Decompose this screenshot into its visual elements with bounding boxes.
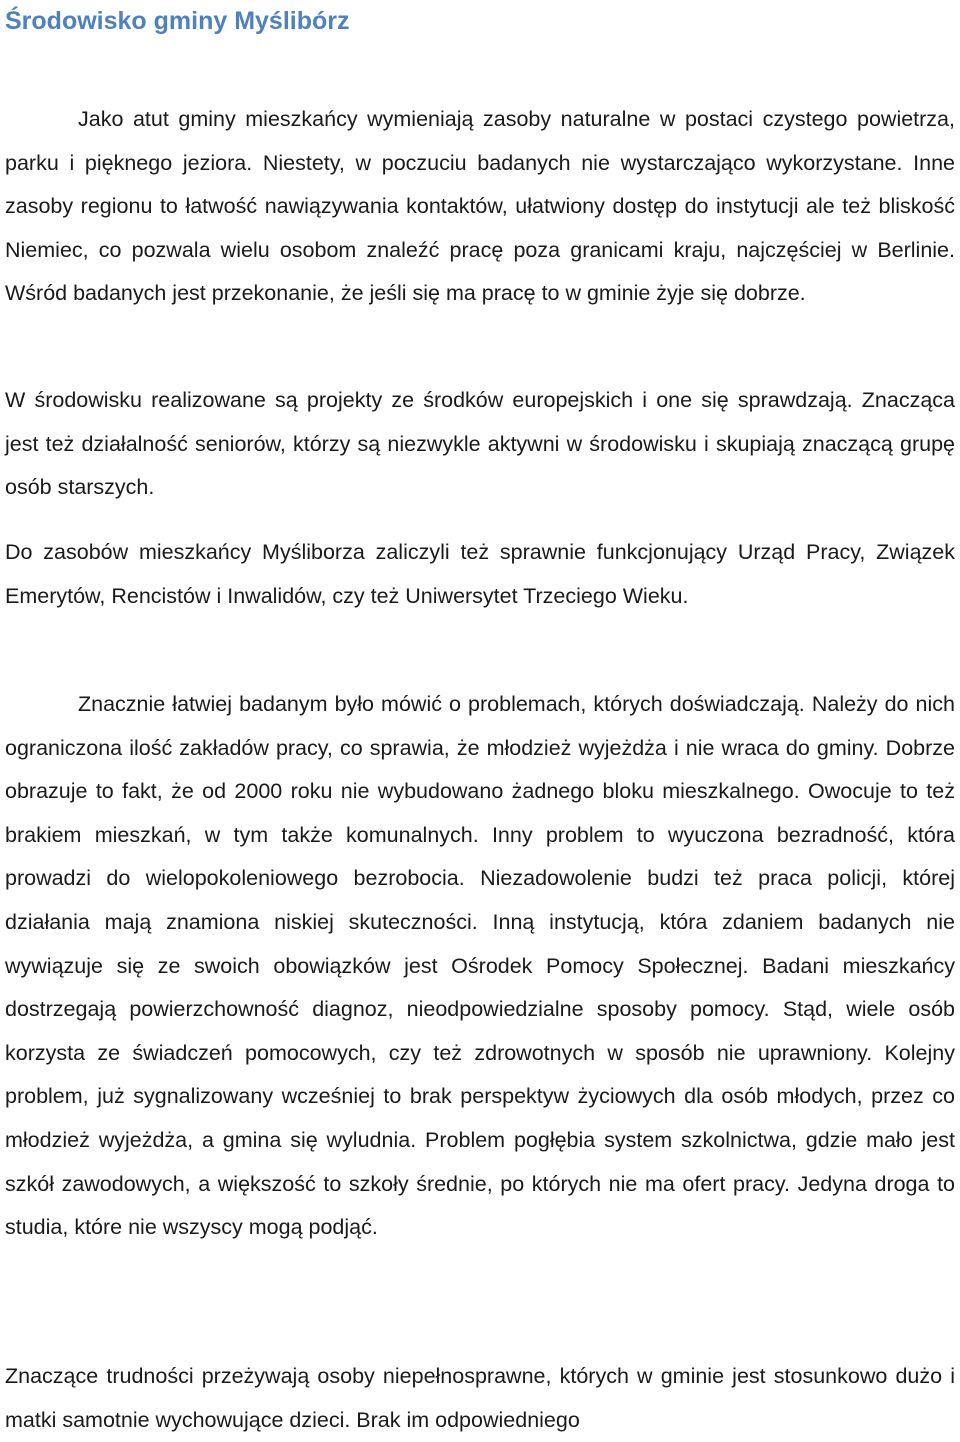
paragraph-difficulties: Znaczące trudności przeżywają osoby niepełnosprawne, których w gminie jest stosunkowo dużo i matki samotnie wychowujące dzieci. Brak im odpowiedniego: [5, 1364, 955, 1432]
section-heading: Środowisko gminy Myślibórz: [5, 7, 350, 35]
paragraph-problems: Znacznie łatwiej badanym było mówić o problemach, których doświadczają. Należy do nich ograniczona ilość zakładów pracy, co sprawia, że młodzież wyjeżdża i nie wraca do gminy. Dobrze obrazuje to fakt, że od 2000 roku nie wybudowano żadnego bloku mieszkalnego. Owocuje to też brakiem mieszkań, w tym także komunalnych. Inny problem to wyuczona bezradność, która prowadzi do wielopokoleniowego bezrobocia. Niezadowolenie budzi też praca policji, której działania mają znamiona niskiej skuteczności. Inną instytucją, która zdaniem badanych nie wywiązuje się ze swoich obowiązków jest Ośrodek Pomocy Społecznej. Badani mieszkańcy dostrzegają powierzchowność diagnoz, nieodpowiedzialne sposoby pomocy. Stąd, wiele osób korzysta ze świadczeń pomocowych, czy też zdrowotnych w sposób nie uprawniony. Kolejny problem, już sygnalizowany wcześniej to brak perspektyw życiowych dla osób młodych, przez co młodzież wyjeżdża, a gmina się wyludnia. Problem pogłębia system szkolnictwa, gdzie mało jest szkół zawodowych, a większość to szkoły średnie, po których nie ma ofert pracy. Jedyna droga to studia, które nie wszyscy mogą podjąć.: [5, 692, 955, 1240]
paragraph-european-projects: W środowisku realizowane są projekty ze środków europejskich i one się sprawdzają. Znacząca jest też działalność seniorów, którzy są niezwykle aktywni w środowisku i skupiają znaczącą grupę osób starszych.: [5, 388, 955, 500]
paragraph-institutions: Do zasobów mieszkańcy Myśliborza zaliczyli też sprawnie funkcjonujący Urząd Pracy, Związek Emerytów, Rencistów i Inwalidów, czy też Uniwersytet Trzeciego Wieku.: [5, 540, 955, 608]
paragraph-natural-resources: Jako atut gminy mieszkańcy wymieniają zasoby naturalne w postaci czystego powietrza, parku i pięknego jeziora. Niestety, w poczuciu badanych nie wystarczająco wykorzystane. Inne zasoby regionu to łatwość nawiązywania kontaktów, ułatwiony dostęp do instytucji ale też bliskość Niemiec, co pozwala wielu osobom znaleźć pracę poza granicami kraju, najczęściej w Berlinie. Wśród badanych jest przekonanie, że jeśli się ma pracę to w gminie żyje się dobrze.: [5, 107, 955, 306]
